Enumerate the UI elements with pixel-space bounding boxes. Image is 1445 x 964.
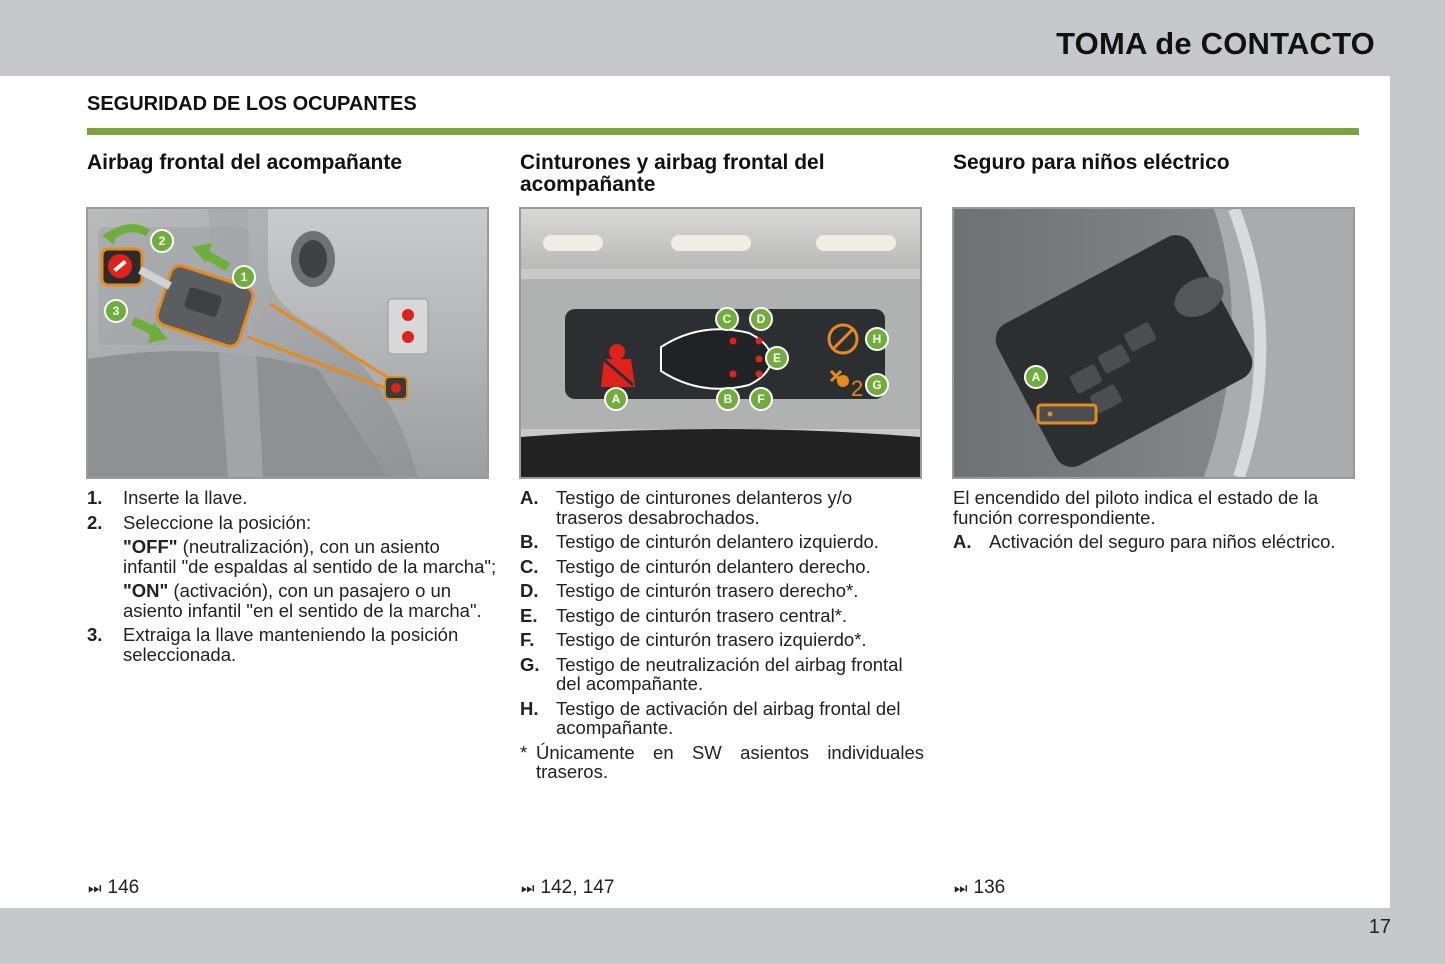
list-item: D. Testigo de cinturón trasero derecho*. bbox=[520, 580, 859, 601]
footnote: * Únicamente en SW asientos individuales traseros. bbox=[520, 741, 924, 782]
page-header-title: TOMA de CONTACTO bbox=[1056, 26, 1375, 61]
sub-item-off: "OFF" (neutralización), con un asiento infantil "de espaldas al sentido de la marcha"; bbox=[123, 536, 497, 577]
seatbelt-warning-display-illustration bbox=[521, 209, 920, 477]
page-number: 17 bbox=[1368, 916, 1391, 938]
column-1-body bbox=[87, 488, 497, 669]
list-item: G. Testigo de neutralización del airbag frontal del acompañante. bbox=[520, 653, 903, 694]
column-2-title: Cinturones y airbag frontal del acompañante bbox=[520, 151, 825, 196]
section-title: SEGURIDAD DE LOS OCUPANTES bbox=[87, 93, 417, 115]
badge-2: 2 bbox=[158, 234, 166, 248]
child-lock-door-panel-illustration bbox=[954, 209, 1353, 477]
badge-3: 3 bbox=[112, 304, 120, 318]
badge-H: H bbox=[872, 332, 882, 346]
badge-A: A bbox=[611, 392, 621, 406]
badge-1: 1 bbox=[240, 270, 248, 284]
badge-C: C bbox=[722, 312, 732, 326]
column-3-title: Seguro para niños eléctrico bbox=[953, 151, 1230, 174]
seatbelt-display-figure bbox=[519, 207, 922, 479]
column-3-body bbox=[953, 488, 1359, 557]
airbag-passenger-number: 2 bbox=[851, 376, 864, 401]
list-item: A. Activación del seguro para niños eléctrico. bbox=[953, 531, 1336, 552]
page-reference-1[interactable]: ⏭ 146 bbox=[88, 877, 140, 898]
list-item: F. Testigo de cinturón trasero izquierdo*. bbox=[520, 629, 867, 650]
airbag-key-switch-figure bbox=[86, 207, 489, 479]
list-item: C. Testigo de cinturón delantero derecho. bbox=[520, 555, 871, 577]
page-reference-2[interactable]: ⏭ 142, 147 bbox=[521, 877, 615, 898]
badge-D: D bbox=[756, 312, 766, 326]
skip-forward-icon: ⏭ bbox=[88, 880, 102, 897]
list-item: E. Testigo de cinturón trasero central*. bbox=[520, 604, 848, 626]
column-1-title: Airbag frontal del acompañante bbox=[87, 151, 403, 174]
badge-A-child-lock: A bbox=[1031, 370, 1041, 384]
list-item: A. Testigo de cinturones delanteros y/o traseros desabrochados. bbox=[520, 487, 853, 528]
page-reference-3[interactable]: ⏭ 136 bbox=[954, 877, 1006, 898]
badge-F: F bbox=[757, 392, 765, 406]
list-item: 3. Extraiga la llave manteniendo la posición seleccionada. bbox=[87, 624, 459, 665]
skip-forward-icon: ⏭ bbox=[954, 880, 968, 897]
skip-forward-icon: ⏭ bbox=[521, 880, 535, 897]
list-item: B. Testigo de cinturón delantero izquierdo. bbox=[520, 531, 879, 552]
badge-G: G bbox=[872, 378, 882, 392]
badge-B: B bbox=[723, 392, 733, 406]
intro-text: El encendido del piloto indica el estado de la función correspondiente. bbox=[953, 487, 1319, 528]
list-item: 1. Inserte la llave. bbox=[87, 487, 248, 508]
list-item: H. Testigo de activación del airbag frontal del acompañante. bbox=[520, 697, 901, 738]
airbag-key-switch-illustration bbox=[88, 209, 487, 477]
child-lock-figure bbox=[952, 207, 1355, 479]
sub-item-on: "ON" (activación), con un pasajero o un asiento infantil "en el sentido de la marcha". bbox=[123, 580, 482, 621]
section-divider bbox=[87, 128, 1359, 135]
badge-E: E bbox=[772, 351, 782, 365]
list-item: 2. Seleccione la posición: bbox=[87, 511, 312, 533]
column-2-body bbox=[520, 488, 924, 782]
